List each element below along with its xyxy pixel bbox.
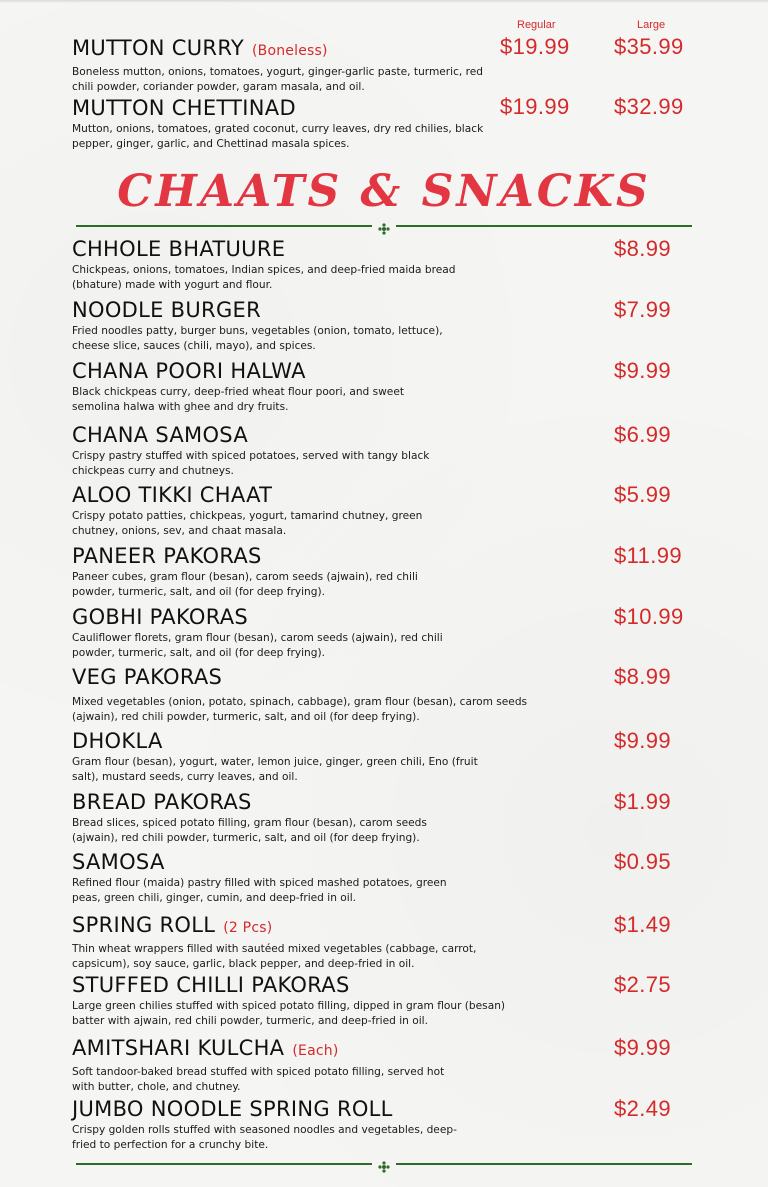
item-price: $8.99 (614, 236, 672, 261)
item-description: Thin wheat wrappers filled with sautéed mixed vegetables (cabbage, carrot, capsicum), soy sauce, garlic, black pepper, and deep-fried in oil. (72, 943, 477, 970)
item-name-text: NOODLE BURGER (72, 298, 261, 322)
item-description: Bread slices, spiced potato filling, gram flour (besan), carom seeds (ajwain), red chili powder, turmeric, salt, and oil (for deep frying). (72, 817, 427, 844)
item-description: Crispy pastry stuffed with spiced potatoes, served with tangy black chickpeas curry and chutneys. (72, 450, 430, 477)
column-header-large: Large (637, 19, 666, 31)
item-note: (2 Pcs) (223, 920, 273, 936)
item-description: Fried noodles patty, burger buns, vegetables (onion, tomato, lettuce), cheese slice, sauces (chili, mayo), and spices. (72, 325, 443, 352)
item-description: Crispy potato patties, chickpeas, yogurt, tamarind chutney, green chutney, onions, sev, and chaat masala. (72, 510, 423, 537)
item-description: Large green chilies stuffed with spiced potato filling, dipped in gram flour (besan) batter with ajwain, red chili powder, turmeric, and deep-fried in oil. (72, 1000, 506, 1027)
item-price: $9.99 (614, 358, 672, 383)
item-name-text: JUMBO NOODLE SPRING ROLL (72, 1097, 393, 1121)
item-note: (Each) (292, 1043, 339, 1059)
item-name-text: STUFFED CHILLI PAKORAS (72, 973, 350, 997)
item-name-text: VEG PAKORAS (72, 665, 223, 689)
item-description: Chickpeas, onions, tomatoes, Indian spices, and deep-fried maida bread (bhature) made with yogurt and flour. (72, 264, 456, 291)
item-name-text: CHANA POORI HALWA (72, 359, 306, 383)
divider-line-left (76, 1163, 372, 1165)
item-name-text: CHHOLE BHATUURE (72, 237, 286, 261)
item-description: Crispy golden rolls stuffed with seasoned noodles and vegetables, deep-fried to perfection for a crunchy bite. (72, 1124, 457, 1151)
section-divider-bottom (76, 1158, 692, 1170)
item-description: Black chickpeas curry, deep-fried wheat flour poori, and sweet semolina halwa with ghee and dry fruits. (72, 386, 404, 413)
price-regular: $19.99 (500, 34, 570, 59)
item-name-text: ALOO TIKKI CHAAT (72, 483, 273, 507)
item-description: Soft tandoor-baked bread stuffed with spiced potato filling, served hot with butter, chole, and chutney. (72, 1066, 445, 1093)
divider-line-right (396, 1163, 692, 1165)
item-price: $7.99 (614, 297, 672, 322)
item-description: Gram flour (besan), yogurt, water, lemon juice, ginger, green chili, Eno (fruit salt), mustard seeds, curry leaves, and oil. (72, 756, 478, 783)
section-title: CHAATS & SNACKS (117, 166, 651, 217)
item-price: $11.99 (614, 543, 683, 568)
item-description: Boneless mutton, onions, tomatoes, yogurt, ginger-garlic paste, turmeric, red chili powder, coriander powder, garam masala, and oil. (72, 66, 484, 93)
item-description: Mixed vegetables (onion, potato, spinach, cabbage), gram flour (besan), carom seeds (ajwain), red chili powder, turmeric, salt, and oil (for deep frying). (72, 696, 528, 723)
section-divider-top (76, 220, 692, 232)
item-name-text: SPRING ROLL (72, 913, 216, 937)
item-name-text: MUTTON CHETTINAD (72, 96, 296, 120)
divider-ornament-icon (374, 1158, 394, 1177)
item-price: $1.49 (614, 912, 672, 937)
item-description: Refined flour (maida) pastry filled with spiced mashed potatoes, green peas, green chili, ginger, cumin, and deep-fried in oil. (72, 877, 447, 904)
item-name-text: PANEER PAKORAS (72, 544, 262, 568)
item-price: $5.99 (614, 482, 672, 507)
item-name-text: GOBHI PAKORAS (72, 605, 249, 629)
item-name-text: AMITSHARI KULCHA (72, 1036, 285, 1060)
price-large: $32.99 (614, 94, 684, 119)
item-price: $2.75 (614, 972, 672, 997)
item-price: $0.95 (614, 849, 672, 874)
page-top-edge (0, 0, 768, 3)
item-price: $10.99 (614, 604, 684, 629)
column-header-regular: Regular (517, 19, 556, 31)
item-name-text: CHANA SAMOSA (72, 423, 248, 447)
price-regular: $19.99 (500, 94, 570, 119)
item-name-text: MUTTON CURRY (72, 36, 244, 60)
item-price: $1.99 (614, 789, 672, 814)
item-price: $6.99 (614, 422, 672, 447)
item-description: Mutton, onions, tomatoes, grated coconut, curry leaves, dry red chilies, black pepper, ginger, garlic, and Chettinad masala spices. (72, 123, 484, 150)
item-price: $8.99 (614, 664, 672, 689)
item-description: Paneer cubes, gram flour (besan), carom seeds (ajwain), red chili powder, turmeric, salt, and oil (for deep frying). (72, 571, 418, 598)
item-price: $9.99 (614, 728, 672, 753)
price-large: $35.99 (614, 34, 684, 59)
divider-line-right (396, 225, 692, 227)
divider-line-left (76, 225, 372, 227)
item-price: $9.99 (614, 1035, 672, 1060)
item-note: (Boneless) (252, 43, 328, 59)
item-name-text: BREAD PAKORAS (72, 790, 252, 814)
item-name-text: SAMOSA (72, 850, 165, 874)
item-price: $2.49 (614, 1096, 672, 1121)
item-description: Cauliflower florets, gram flour (besan), carom seeds (ajwain), red chili powder, turmeric, salt, and oil (for deep frying). (72, 632, 443, 659)
item-name-text: DHOKLA (72, 729, 163, 753)
